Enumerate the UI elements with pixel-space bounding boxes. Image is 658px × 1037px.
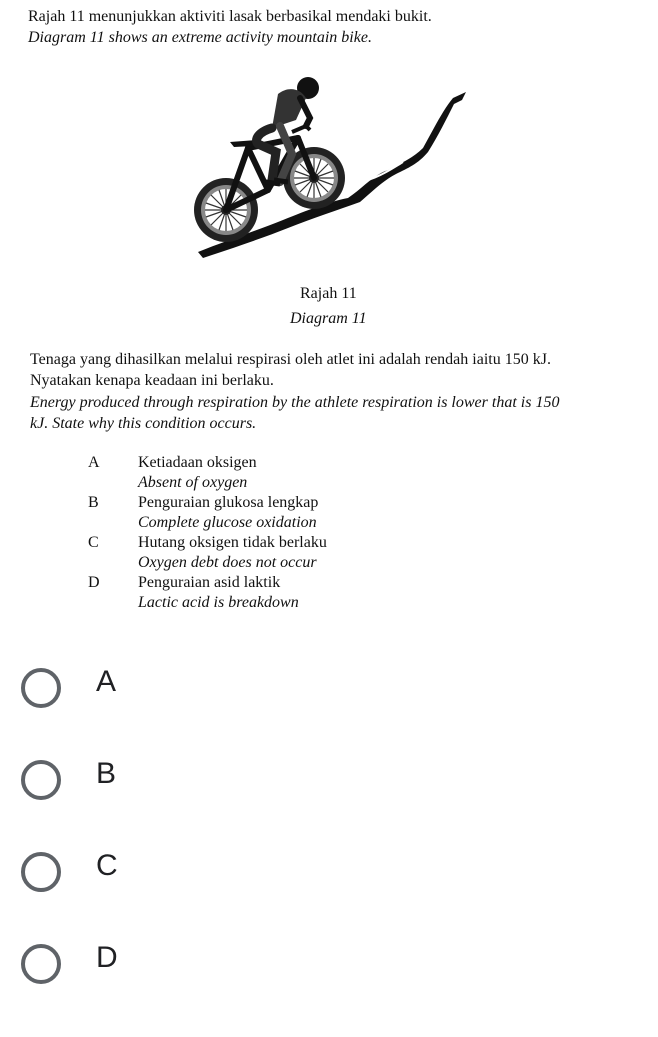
radio-choice-c[interactable] xyxy=(0,829,658,921)
radio-choice-a-label: A xyxy=(96,665,117,698)
intro-malay: Rajah 11 menunjukkan aktiviti lasak berbasikal mendaki bukit. xyxy=(28,8,432,25)
radio-choice-d-label: D xyxy=(96,941,118,974)
diagram-caption-malay: Rajah 11 xyxy=(300,285,357,302)
radio-choice-a[interactable] xyxy=(0,645,658,737)
option-d-malay: Penguraian asid laktik xyxy=(138,574,281,591)
radio-choice-b[interactable] xyxy=(0,737,658,829)
option-c-malay: Hutang oksigen tidak berlaku xyxy=(138,534,327,551)
radio-choice-c-label: C xyxy=(96,849,118,882)
option-b-english: Complete glucose oxidation xyxy=(138,514,317,531)
stem-english-line-2: kJ. State why this condition occurs. xyxy=(30,415,257,432)
option-c-english: Oxygen debt does not occur xyxy=(138,554,317,571)
option-letter-d: D xyxy=(88,574,100,591)
radio-circle-icon[interactable] xyxy=(21,668,61,708)
option-a-malay: Ketiadaan oksigen xyxy=(138,454,257,471)
option-a-english: Absent of oxygen xyxy=(138,474,248,491)
radio-circle-icon[interactable] xyxy=(21,852,61,892)
stem-english-line-1: Energy produced through respiration by the athlete respiration is lower that is 150 xyxy=(30,394,560,411)
radio-circle-icon[interactable] xyxy=(21,944,61,984)
stem-malay-line-2: Nyatakan kenapa keadaan ini berlaku. xyxy=(30,372,274,389)
option-d-english: Lactic acid is breakdown xyxy=(138,594,299,611)
option-b-malay: Penguraian glukosa lengkap xyxy=(138,494,319,511)
diagram-caption-english: Diagram 11 xyxy=(290,310,367,327)
radio-choice-d[interactable] xyxy=(0,921,658,1013)
option-letter-c: C xyxy=(88,534,99,551)
intro-english: Diagram 11 shows an extreme activity mountain bike. xyxy=(28,29,372,46)
option-letter-b: B xyxy=(88,494,99,511)
radio-circle-icon[interactable] xyxy=(21,760,61,800)
radio-choice-b-label: B xyxy=(96,757,117,790)
option-letter-a: A xyxy=(88,454,100,471)
mountain-bike-illustration xyxy=(188,70,473,260)
stem-malay-line-1: Tenaga yang dihasilkan melalui respirasi oleh atlet ini adalah rendah iaitu 150 kJ. xyxy=(30,351,551,368)
